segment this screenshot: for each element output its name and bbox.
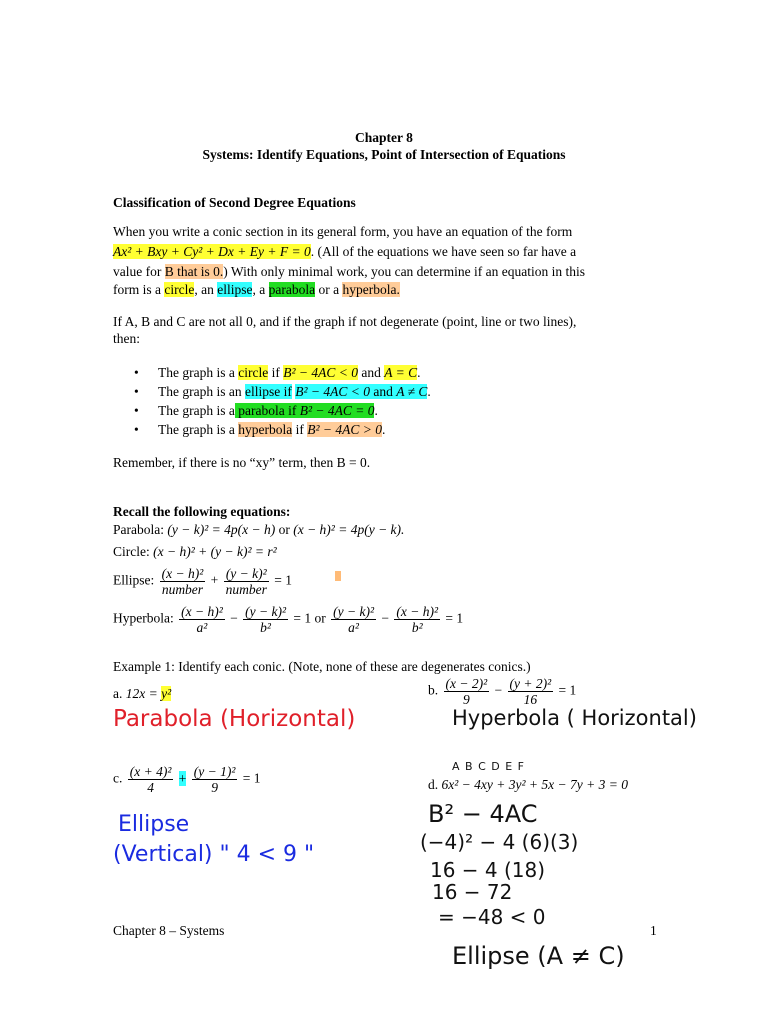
label: a. [113, 686, 123, 701]
condition: B² − 4AC < 0 [295, 384, 370, 399]
page-number: 1 [650, 923, 657, 938]
highlight-ellipse: ellipse if [244, 384, 292, 399]
label: Parabola: [113, 522, 164, 537]
equation: 6x² − 4xy + 3y² + 5x − 7y + 3 = 0 [441, 777, 628, 792]
highlight-parabola: parabola if [234, 403, 300, 418]
text: and [357, 365, 385, 380]
text: . [417, 365, 421, 380]
text: The graph is a [158, 422, 239, 437]
fraction [179, 604, 225, 635]
bullet-item [134, 422, 386, 438]
example-intro: Example 1: Identify each conic. (Note, none of these are degenerates conics.) [113, 659, 531, 674]
text: if [268, 365, 284, 380]
handwritten-answer-d: Ellipse (A ≠ C) [452, 942, 625, 970]
condition: A ≠ C [396, 384, 428, 399]
equation-rhs: = 1 [274, 572, 293, 588]
numerator: (y − 1)² [193, 764, 236, 779]
handwritten-work-d1: B² − 4AC [428, 800, 538, 828]
equation: (x − h)² + (y − k)² = r² [153, 544, 277, 559]
problem-c [113, 764, 261, 795]
equation-rhs: = 1 [445, 610, 464, 626]
remember-note: Remember, if there is no “xy” term, then B = 0. [113, 455, 371, 470]
numerator: (x − 2)² [445, 676, 488, 691]
denominator: number [161, 582, 204, 597]
highlight-hyperbola: hyperbola. [342, 282, 400, 297]
numerator: (x + 4)² [129, 764, 172, 779]
equation: 12x = [125, 686, 162, 701]
label: d. [428, 777, 439, 792]
highlight-ellipse: ellipse [217, 282, 253, 297]
text: , a [252, 282, 269, 297]
paragraph-line [113, 264, 585, 280]
paragraph-line [113, 282, 400, 298]
text: The graph is a [158, 403, 235, 418]
highlight-mark [335, 571, 341, 581]
denominator: number [225, 582, 267, 597]
denominator: 9 [462, 692, 470, 707]
numerator: (x − h)² [181, 604, 223, 619]
fraction [394, 604, 440, 635]
fraction [444, 676, 490, 707]
handwritten-work-d5: = −48 < 0 [438, 905, 546, 929]
denominator: b² [411, 620, 423, 635]
operator: + [210, 572, 219, 588]
section-heading: Classification of Second Degree Equations [113, 195, 356, 210]
text: and [370, 384, 397, 399]
numerator: (x − h)² [161, 566, 204, 581]
operator: − [494, 682, 503, 698]
text: form is a [113, 282, 165, 297]
text: or a [315, 282, 343, 297]
paragraph-line: If A, B and C are not all 0, and if the graph if not degenerate (point, line or two lines), [113, 314, 577, 329]
parabola-equations [113, 522, 404, 538]
condition: B² − 4AC < 0 [283, 365, 358, 380]
recall-heading: Recall the following equations: [113, 504, 291, 519]
page-subtitle: Systems: Identify Equations, Point of Intersection of Equations [202, 147, 566, 162]
paragraph-line: When you write a conic section in its general form, you have an equation of the form [113, 224, 573, 239]
footer-chapter: Chapter 8 – Systems [113, 923, 225, 938]
problem-a [113, 686, 171, 702]
text: . [381, 422, 386, 437]
bullet-dot: • [134, 384, 139, 399]
text: if [292, 422, 308, 437]
equation-rhs: = 1 [558, 682, 577, 698]
equation-rhs: = 1 [242, 770, 261, 786]
handwritten-answer-a: Parabola (Horizontal) [113, 706, 356, 732]
highlight-b-zero: B that is 0. [164, 264, 224, 279]
operator: − [381, 610, 390, 626]
fraction [243, 604, 288, 635]
numerator: (y − k)² [245, 604, 287, 619]
numerator: (y + 2)² [509, 676, 552, 691]
handwritten-answer-b: Hyperbola ( Horizontal) [452, 706, 697, 730]
handwritten-work-d4: 16 − 72 [432, 880, 513, 904]
bullet-item [134, 384, 431, 400]
handwritten-work-d3: 16 − 4 (18) [430, 858, 546, 882]
bullet-dot: • [134, 403, 139, 418]
fraction [224, 566, 269, 597]
bullet-dot: • [134, 422, 139, 437]
equation: (y − k)² = 4p(x − h) [167, 522, 276, 537]
fraction [128, 764, 174, 795]
numerator: (x − h)² [396, 604, 439, 619]
numerator: (y − k)² [333, 604, 375, 619]
text: , an [194, 282, 218, 297]
condition: A = C [384, 365, 418, 380]
text: . [374, 403, 378, 418]
fraction [508, 676, 554, 707]
handwritten-answer-c-line1: Ellipse [118, 812, 190, 837]
bullet-item [134, 365, 421, 381]
paragraph-line: then: [113, 331, 140, 346]
handwritten-work-d2: (−4)² − 4 (6)(3) [420, 830, 579, 854]
label: Circle: [113, 544, 150, 559]
bullet-dot: • [134, 365, 139, 380]
general-form-equation: Ax² + Bxy + Cy² + Dx + Ey + F = 0 [113, 244, 311, 259]
text: The graph is an [158, 384, 245, 399]
numerator: (y − k)² [224, 566, 269, 582]
denominator: b² [260, 620, 271, 635]
condition: B² − 4AC = 0 [299, 403, 375, 418]
text: value for [113, 264, 165, 279]
condition: B² − 4AC > 0 [307, 422, 382, 437]
highlight-plus: + [178, 770, 187, 786]
text: . [427, 384, 431, 399]
denominator: a² [348, 620, 359, 635]
bullet-item [134, 403, 378, 419]
text: or [278, 522, 290, 537]
ellipse-equation [113, 566, 292, 597]
fraction [331, 604, 376, 635]
equation-rhs: = 1 [293, 610, 312, 626]
problem-d [428, 777, 628, 793]
equation: (x − h)² = 4p(y − k). [293, 522, 405, 537]
highlight-hyperbola: hyperbola [238, 422, 293, 437]
text: . (All of the equations we have seen so far have a [310, 244, 577, 259]
chapter-title: Chapter 8 [355, 130, 413, 145]
denominator: 9 [211, 780, 218, 795]
paragraph-line [113, 244, 576, 260]
circle-equation [113, 544, 277, 560]
fraction [192, 764, 238, 795]
label: c. [113, 770, 123, 786]
denominator: 4 [147, 780, 154, 795]
highlight-parabola: parabola [268, 282, 316, 297]
problem-b [428, 676, 576, 707]
text: The graph is a [158, 365, 239, 380]
label: Ellipse: [113, 572, 155, 588]
text: ) With only minimal work, you can determine if an equation in this [223, 264, 586, 279]
operator: − [230, 610, 238, 626]
denominator: 16 [523, 692, 538, 707]
hyperbola-equations [113, 604, 463, 635]
fraction [160, 566, 206, 597]
label: Hyperbola: [113, 610, 174, 626]
highlight-y-squared: y² [161, 686, 172, 701]
highlight-circle: circle [238, 365, 269, 380]
handwritten-coefficient-letters: A B C D E F [452, 760, 525, 773]
handwritten-answer-c-line2: (Vertical) " 4 < 9 " [113, 842, 315, 867]
highlight-circle: circle [164, 282, 195, 297]
label: b. [428, 682, 439, 698]
denominator: a² [196, 620, 208, 635]
text: or [314, 610, 326, 626]
